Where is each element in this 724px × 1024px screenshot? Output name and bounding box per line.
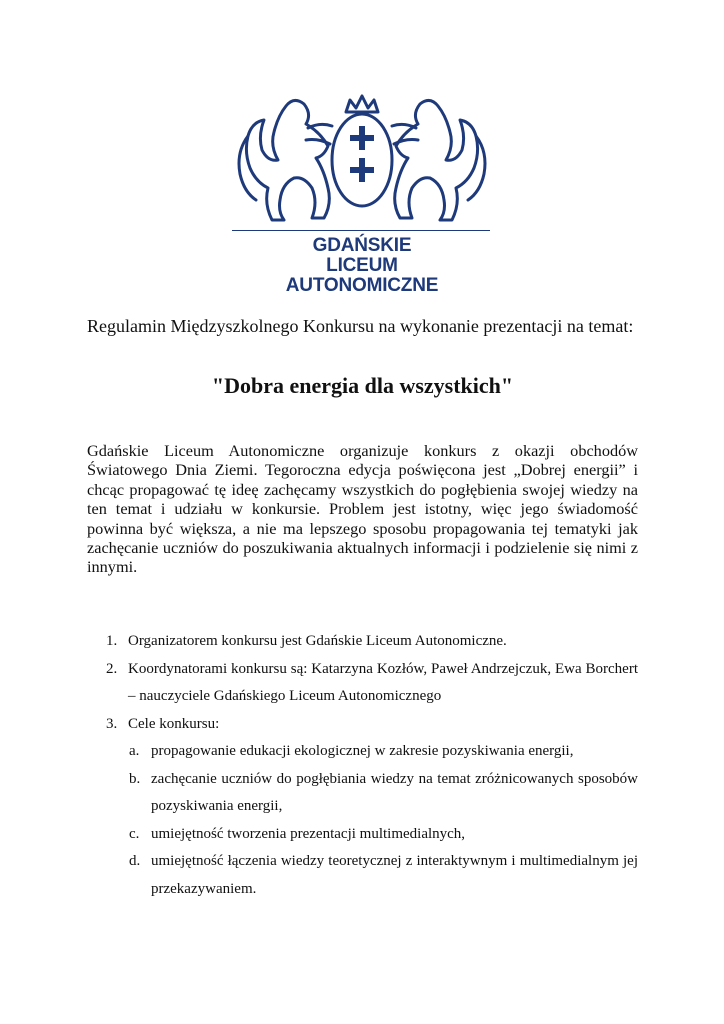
document-heading: Regulamin Międzyszkolnego Konkursu na wykonanie prezentacji na temat:: [87, 316, 634, 336]
sublist-item: [129, 738, 638, 766]
sublist-item-text: umiejętność tworzenia prezentacji multimedialnych,: [151, 825, 466, 842]
intro-paragraph: Gdańskie Liceum Autonomiczne organizuje konkurs z okazji obchodów Światowego Dnia Ziemi. Tegoroczna edycja poświęcona jest „Dobrej energii” i chcąc propagować tę ideę zachęcamy wszystkich do pogłębienia swojej wiedzy na ten temat i udziału w konkursie. Problem jest istotny, więc jego świadomość powinna być większa, a nie ma lepszego sposobu propagowania tej tematyki jak zachęcanie uczniów do poszukiwania aktualnych informacji i podzielenie się nimi z innymi.: [87, 441, 638, 577]
sublist-item-text: zachęcanie uczniów do pogłębiania wiedzy na temat zróżnicowanych sposobów pozyskiwania energii,: [151, 770, 638, 814]
sublist-item-letter: c.: [129, 825, 140, 842]
sublist-item: [129, 821, 638, 849]
sublist-item: [129, 766, 638, 821]
school-logo: [228, 92, 496, 300]
gdansk-coat-of-arms-icon: [228, 92, 496, 232]
sublist-item: [129, 848, 638, 903]
list-item-text: Koordynatorami konkursu są: Katarzyna Kozłów, Paweł Andrzejczuk, Ewa Borchert – nauczyciele Gdańskiego Liceum Autonomicznego: [128, 660, 638, 704]
list-item: [106, 628, 638, 656]
logo-wordmark: [228, 236, 496, 296]
logo-line-1: GDAŃSKIE: [312, 235, 412, 256]
sublist-item-letter: a.: [129, 743, 140, 759]
sublist-item-letter: d.: [129, 853, 141, 869]
logo-divider: [232, 230, 490, 231]
list-item-text: Organizatorem konkursu jest Gdańskie Liceum Autonomiczne.: [128, 633, 507, 649]
sublist-item-text: propagowanie edukacji ekologicznej w zakresie pozyskiwania energii,: [151, 743, 574, 759]
list-item-number: 2.: [106, 660, 118, 677]
list-item: [106, 711, 638, 739]
list-item-text: Cele konkursu:: [128, 715, 220, 732]
sublist-item-text: umiejętność łączenia wiedzy teoretycznej z interaktywnym i multimedialnym jej przekazywaniem.: [151, 853, 638, 897]
sublist-item-letter: b.: [129, 770, 141, 787]
list-item-number: 1.: [106, 633, 118, 649]
goals-sublist: [129, 738, 638, 903]
logo-line-3: AUTONOMICZNE: [285, 275, 439, 296]
competition-title: "Dobra energia dla wszystkich": [211, 373, 514, 398]
list-item-number: 3.: [106, 715, 118, 732]
rules-list: [106, 628, 638, 903]
logo-line-2: LICEUM: [326, 255, 398, 276]
list-item: [106, 656, 638, 711]
